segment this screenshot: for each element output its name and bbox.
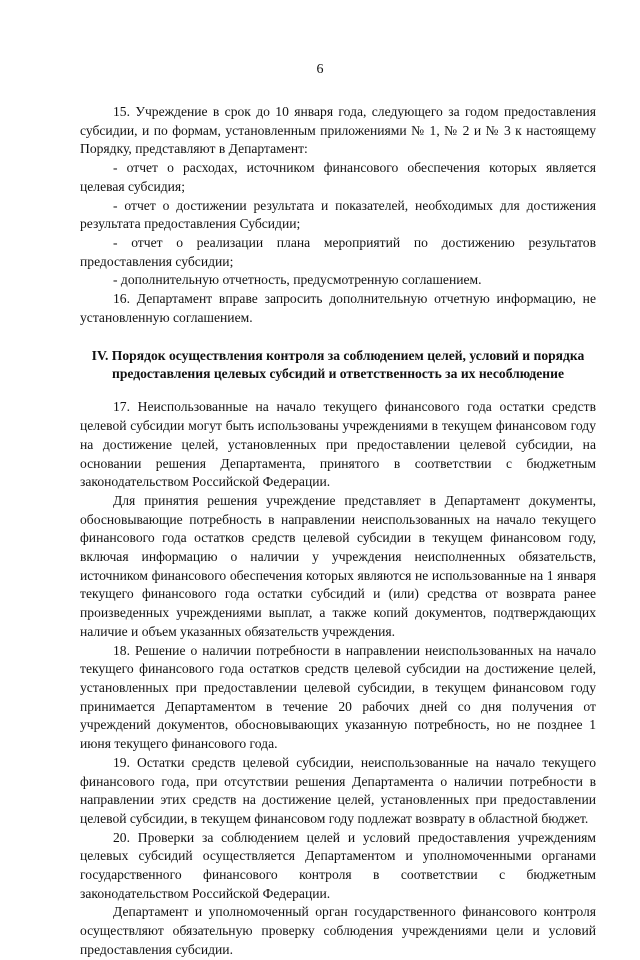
list-item-additional-report: - дополнительную отчетность, предусмотренную соглашением. (113, 272, 482, 288)
paragraph-20-continuation: Департамент и уполномоченный орган государственного финансового контроля осуществляют обязательную проверку соблюдения учреждениями цели и условий предоставления субсидии. (80, 904, 596, 957)
document-body (80, 103, 596, 960)
list-item-expense-report: - отчет о расходах, источником финансового обеспечения которых является целевая субсидия; (80, 160, 596, 194)
section-heading: IV. Порядок осуществления контроля за соблюдением целей, условий и порядка предоставления целевых субсидий и ответственность за их несоблюдение (91, 348, 585, 381)
list-item-result-report: - отчет о достижении результата и показателей, необходимых для достижения результата предоставления Субсидии; (80, 197, 596, 232)
paragraph-17: 17. Неиспользованные на начало текущего финансового года остатки средств целевой субсидии могут быть использованы учреждениями в текущем финансовом году на достижение целей, установленных при предоставлении целевой субсидии, на основании решения Департамента, принятого в соответствии с бюджетным законодательством Российской Федерации. (80, 399, 596, 490)
paragraph-17-continuation: Для принятия решения учреждение представляет в Департамент документы, обосновывающие потребность в направлении неиспользованных на начало текущего финансового года остатков средств целевой субсидии в текущем финансовом году, включая информацию о наличии у учреждения неисполненных обязательств, источником финансового обеспечения которых являются не использованные на 1 января текущего финансового года остатки субсидий и (или) средства от возврата ранее произведенных учреждениями выплат, а также копий документов, подтверждающих наличие и объем указанных обязательств учреждения. (80, 492, 596, 639)
paragraph-18: 18. Решение о наличии потребности в направлении неиспользованных на начало текущего финансового года остатков средств целевой субсидии на достижение целей, установленных при предоставлении целевой субсидии, в текущем финансовом году принимается Департаментом в течение 20 рабочих дней со дня получения от учреждений документов, обосновывающих указанную потребность, но не позднее 1 июня текущего финансового года. (80, 642, 596, 752)
paragraph-19: 19. Остатки средств целевой субсидии, неиспользованные на начало текущего финансового года, при отсутствии решения Департамента о наличии потребности в направлении этих средств на достижение целей, установленных при предоставлении целевой субсидии, в текущем финансовом году подлежат возврату в областной бюджет. (80, 754, 596, 826)
page-number: 6 (316, 62, 324, 77)
paragraph-20: 20. Проверки за соблюдением целей и условий предоставления учреждениям целевых субсидий осуществляется Департаментом и уполномоченными органами государственного финансового контроля в соответствии с бюджетным законодательством Российской Федерации. (80, 829, 596, 901)
paragraph-15: 15. Учреждение в срок до 10 января года, следующего за годом предоставления субсидии, и по формам, установленным приложениями № 1, № 2 и № 3 к настоящему Порядку, представляют в Департамент: (80, 104, 596, 157)
list-item-plan-report: - отчет о реализации плана мероприятий по достижению результатов предоставления субсидии; (80, 234, 596, 269)
paragraph-16: 16. Департамент вправе запросить дополнительную отчетную информацию, не установленную соглашением. (80, 291, 596, 325)
